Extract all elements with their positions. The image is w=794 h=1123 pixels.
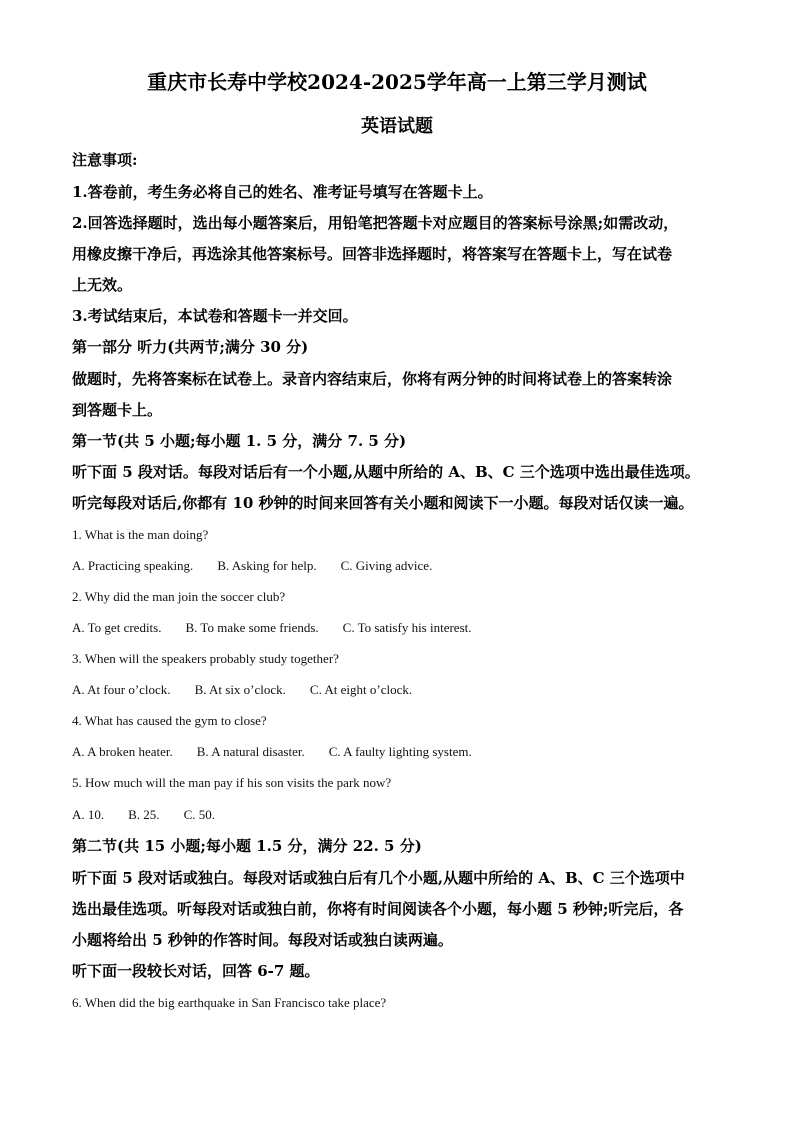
option-b: B. At six o’clock. — [194, 682, 286, 697]
part1-heading: 第一部分 听力(共两节;满分 30 分) — [72, 338, 309, 356]
question-1-options — [72, 557, 432, 575]
section1-heading: 第一节(共 5 小题;每小题 1. 5 分，满分 7. 5 分) — [72, 432, 407, 450]
notice-heading: 注意事项: — [72, 151, 138, 169]
question-2-options — [72, 619, 472, 637]
option-a: A. A broken heater. — [72, 744, 173, 759]
page-title: 重庆市长寿中学校2024-2025学年高一上第三学月测试 — [147, 70, 647, 94]
question-4-stem: 4. What has caused the gym to close? — [72, 713, 267, 728]
section2-instruction-line-1: 听下面 5 段对话或独白。每段对话或独白后有几个小题,从题中所给的 A、B、C 三个选项中 — [72, 869, 685, 887]
option-c: C. Giving advice. — [340, 558, 433, 573]
option-a: A. To get credits. — [72, 620, 162, 635]
option-b: B. 25. — [128, 807, 160, 822]
question-5-options — [72, 806, 215, 824]
notice-item-1: 1.答卷前，考生务必将自己的姓名、准考证号填写在答题卡上。 — [72, 183, 493, 201]
option-b: B. A natural disaster. — [196, 744, 305, 759]
question-2-stem: 2. Why did the man join the soccer club? — [72, 589, 286, 604]
notice-item-2-line-2: 用橡皮擦干净后，再选涂其他答案标号。回答非选择题时，将答案写在答题卡上，写在试卷 — [72, 245, 673, 263]
question-5-stem: 5. How much will the man pay if his son visits the park now? — [72, 775, 392, 790]
question-3-options — [72, 681, 412, 699]
notice-item-2-line-3: 上无效。 — [72, 276, 133, 294]
question-6-stem: 6. When did the big earthquake in San Francisco take place? — [72, 995, 387, 1010]
option-c: C. A faulty lighting system. — [328, 744, 472, 759]
part1-intro-line-2: 到答题卡上。 — [72, 401, 163, 419]
option-a: A. At four o’clock. — [72, 682, 171, 697]
option-a: A. Practicing speaking. — [72, 558, 194, 573]
option-b: B. To make some friends. — [185, 620, 319, 635]
question-3-stem: 3. When will the speakers probably study together? — [72, 651, 339, 666]
section2-heading: 第二节(共 15 小题;每小题 1.5 分，满分 22. 5 分) — [72, 837, 422, 855]
question-4-options — [72, 743, 472, 761]
section2-sub-heading: 听下面一段较长对话，回答 6-7 题。 — [72, 962, 320, 980]
section2-instruction-line-3: 小题将给出 5 秒钟的作答时间。每段对话或独白读两遍。 — [72, 931, 453, 949]
section1-instruction-line-1: 听下面 5 段对话。每段对话后有一个小题,从题中所给的 A、B、C 三个选项中选出最佳选项。 — [72, 463, 700, 481]
section2-instruction-line-2: 选出最佳选项。听每段对话或独白前，你将有时间阅读各个小题，每小题 5 秒钟;听完后，各 — [72, 900, 684, 918]
page-subtitle: 英语试题 — [361, 116, 433, 137]
question-1-stem: 1. What is the man doing? — [72, 527, 209, 542]
option-c: C. 50. — [183, 807, 215, 822]
section1-instruction-line-2: 听完每段对话后,你都有 10 秒钟的时间来回答有关小题和阅读下一小题。每段对话仅读一遍。 — [72, 494, 694, 512]
option-c: C. At eight o’clock. — [309, 682, 413, 697]
option-a: A. 10. — [72, 807, 105, 822]
notice-item-2-line-1: 2.回答选择题时，选出每小题答案后，用铅笔把答题卡对应题目的答案标号涂黑;如需改动， — [72, 214, 679, 232]
option-b: B. Asking for help. — [217, 558, 317, 573]
part1-intro-line-1: 做题时，先将答案标在试卷上。录音内容结束后，你将有两分钟的时间将试卷上的答案转涂 — [72, 370, 673, 388]
option-c: C. To satisfy his interest. — [342, 620, 472, 635]
notice-item-3: 3.考试结束后，本试卷和答题卡一并交回。 — [72, 307, 358, 325]
